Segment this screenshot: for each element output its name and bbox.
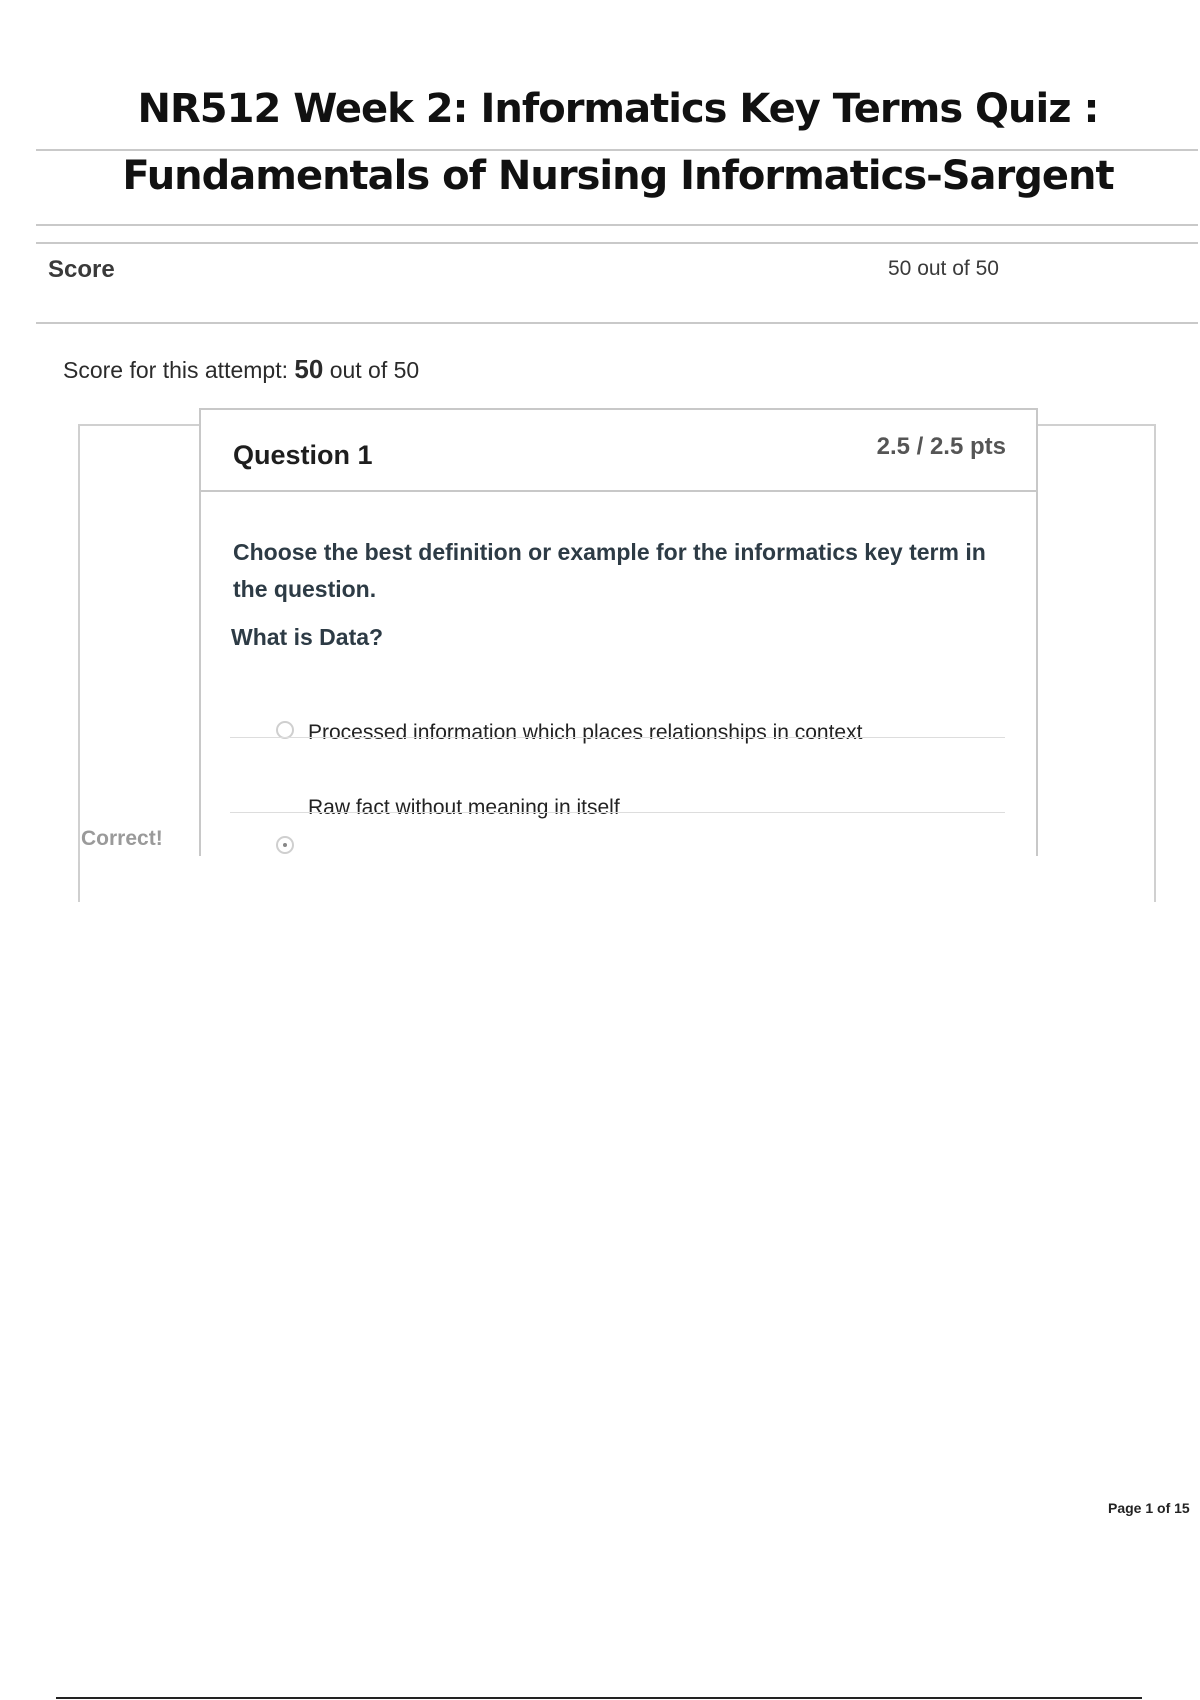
question-header (201, 410, 1036, 492)
title-divider (36, 149, 1198, 151)
result-marker (78, 862, 80, 900)
score-label: Score (48, 256, 115, 283)
answer-divider-2 (230, 812, 1005, 813)
correct-answer-label: Correct! (81, 827, 163, 850)
attempt-score-prefix: Score for this attempt: (63, 357, 288, 383)
answer-option-1[interactable]: Processed information which places relationships in context (308, 721, 863, 744)
title-bottom-divider (36, 224, 1198, 226)
document-title-line-2: Fundamentals of Nursing Informatics-Sargent (122, 153, 1114, 199)
question-points: 2.5 / 2.5 pts (876, 433, 1006, 460)
attempt-score-suffix: out of 50 (329, 357, 420, 383)
document-title-line-1: NR512 Week 2: Informatics Key Terms Quiz : (137, 86, 1099, 132)
question-prompt: Choose the best definition or example for the informatics key term in the question. (233, 539, 986, 602)
attempt-score (63, 354, 419, 385)
answer-option-2[interactable]: Raw fact without meaning in itself (308, 796, 620, 819)
radio-selected-icon[interactable] (276, 836, 294, 854)
score-bottom-divider (36, 322, 1198, 324)
footer-rule (56, 1697, 1142, 1699)
question-sub-prompt: What is Data? (231, 624, 384, 650)
answer-divider-1 (230, 737, 1005, 738)
attempt-score-value: 50 (294, 354, 324, 384)
score-top-divider (36, 242, 1198, 244)
score-value: 50 out of 50 (888, 257, 999, 280)
question-title: Question 1 (233, 440, 373, 470)
page-number: Page 1 of 15 (1108, 1500, 1190, 1516)
